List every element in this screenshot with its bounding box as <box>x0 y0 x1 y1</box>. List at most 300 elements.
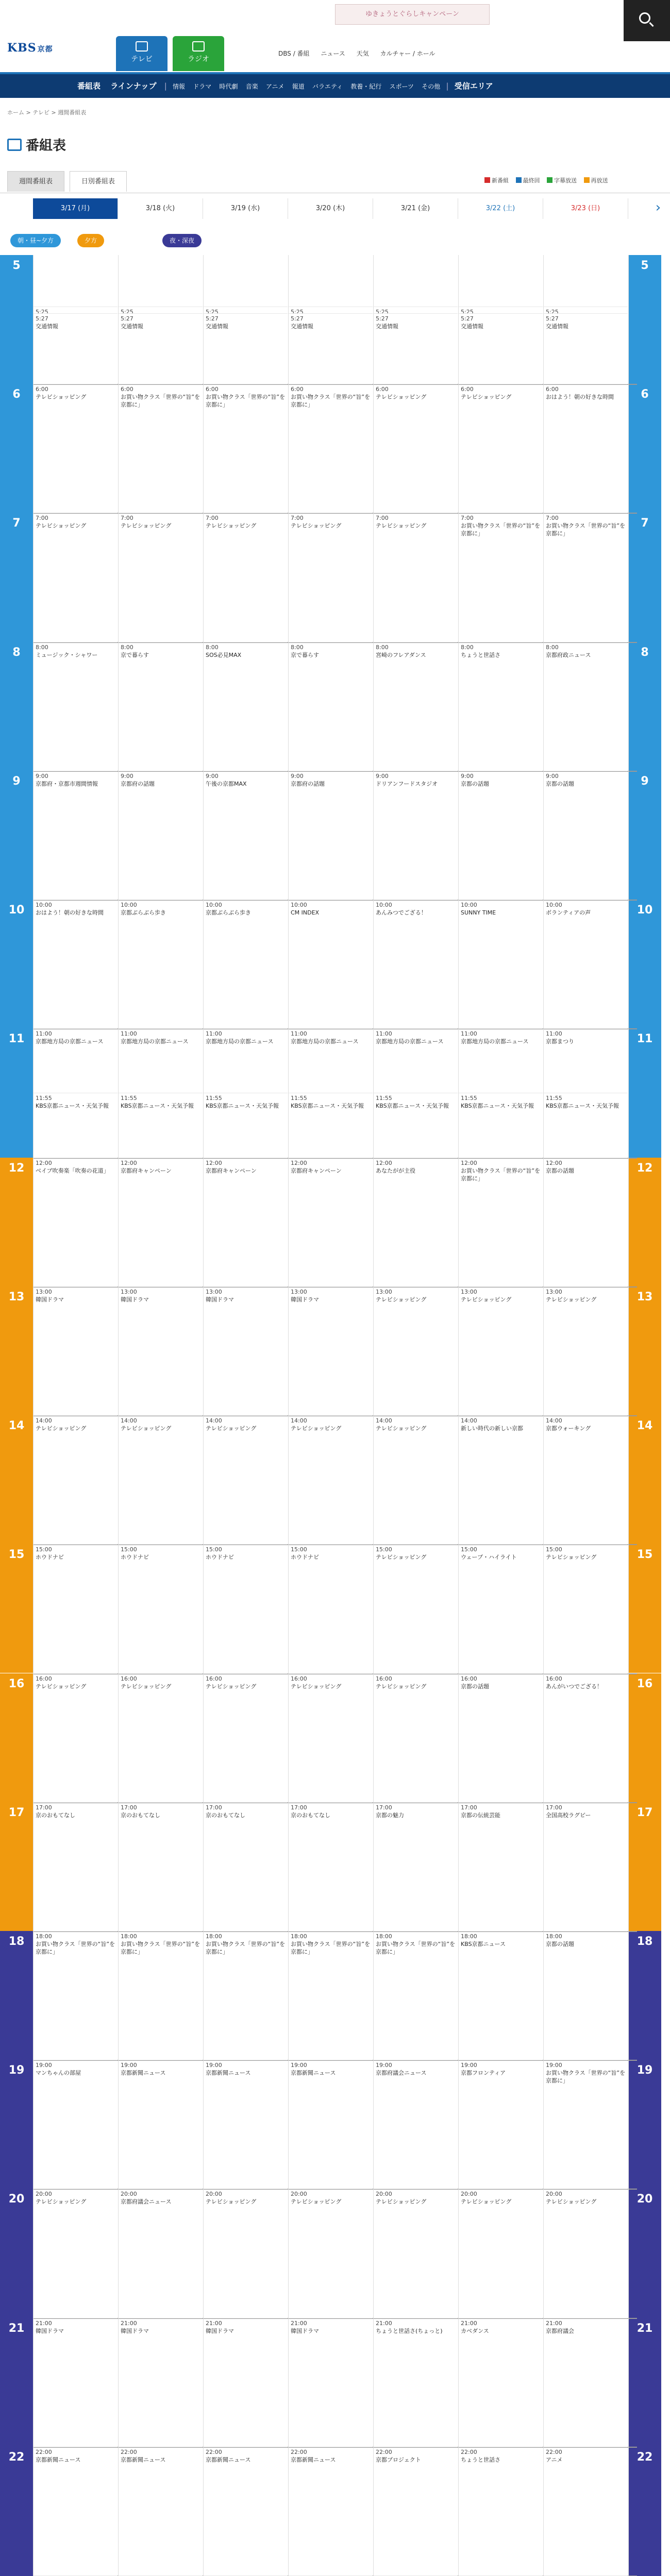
program-time: 11:55 <box>546 1095 562 1102</box>
program-cell[interactable] <box>119 1931 203 2060</box>
program-cell[interactable] <box>204 1415 288 1544</box>
program-cell[interactable] <box>119 1028 203 1093</box>
program-cell[interactable] <box>374 1544 458 1673</box>
program-time: 13:00 <box>206 1288 222 1295</box>
program-cell[interactable] <box>544 2318 628 2447</box>
program-title: 京都府の話題 <box>291 780 325 787</box>
program-time: 5:25 <box>546 309 559 315</box>
program-time: 14:00 <box>36 1417 52 1425</box>
program-cell[interactable] <box>289 384 373 513</box>
legend-swatch <box>484 177 490 183</box>
program-cell[interactable] <box>459 1415 543 1544</box>
program-cell[interactable] <box>289 642 373 771</box>
program-time: 9:00 <box>546 772 559 779</box>
program-time: 15:00 <box>206 1546 222 1553</box>
hour-number: 20 <box>636 2193 653 2206</box>
program-title: 京都地方局の京都ニュース <box>121 1038 189 1045</box>
day-tab[interactable]: 3/20 (木) <box>288 198 373 219</box>
program-cell[interactable] <box>459 1286 543 1415</box>
day-tab[interactable]: 3/18 (火) <box>118 198 203 219</box>
program-time: 11:55 <box>206 1095 222 1102</box>
hour-label <box>628 1802 661 1931</box>
program-cell[interactable] <box>374 313 458 384</box>
program-cell[interactable] <box>289 1673 373 1802</box>
program-title: 京都新聞ニュース <box>291 2070 336 2077</box>
program-cell[interactable] <box>204 384 288 513</box>
program-time: 18:00 <box>546 1933 562 1940</box>
program-cell[interactable] <box>34 1028 118 1093</box>
program-title: 京都まつり <box>546 1038 574 1045</box>
program-cell[interactable] <box>34 642 118 771</box>
program-cell[interactable] <box>374 2060 458 2189</box>
program-cell[interactable] <box>34 1415 118 1544</box>
top-link[interactable]: カルチャー / ホール <box>380 50 435 57</box>
program-cell[interactable] <box>459 1544 543 1673</box>
program-time: 5:27 <box>206 315 219 322</box>
hour-label <box>0 1286 33 1415</box>
day-divider <box>628 255 629 2576</box>
program-title: あんがいつでござる！ <box>546 1683 602 1690</box>
program-cell[interactable] <box>459 384 543 513</box>
program-cell[interactable] <box>34 1673 118 1802</box>
program-title: 京都府キャンペーン <box>121 1167 172 1174</box>
program-cell[interactable] <box>289 1544 373 1673</box>
day-tab[interactable]: 3/21 (金) <box>373 198 458 219</box>
program-time: 7:00 <box>206 515 219 522</box>
program-time: 10:00 <box>206 902 222 909</box>
program-time: 17:00 <box>121 1804 137 1811</box>
program-time: 8:00 <box>546 643 559 651</box>
program-cell[interactable] <box>544 1415 628 1544</box>
program-cell[interactable] <box>544 1093 628 1157</box>
program-cell[interactable] <box>119 1544 203 1673</box>
program-time: 15:00 <box>461 1546 477 1553</box>
program-time: 19:00 <box>546 2062 562 2069</box>
hour-label <box>628 1415 661 1544</box>
program-title: テレビショッピング <box>546 1554 597 1561</box>
program-cell[interactable] <box>374 1286 458 1415</box>
program-time: 21:00 <box>206 2319 222 2327</box>
program-title: テレビショッピング <box>36 1425 87 1432</box>
tab-weekly[interactable]: 週間番組表 <box>7 171 64 192</box>
hour-number: 8 <box>641 646 649 659</box>
program-time: 9:00 <box>291 772 304 779</box>
tab-daily[interactable]: 日別番組表 <box>70 171 127 192</box>
program-time: 13:00 <box>121 1288 137 1295</box>
program-title: 京で暮らす <box>291 651 319 658</box>
program-cell[interactable] <box>289 2189 373 2317</box>
program-title: 京都府キャンペーン <box>291 1167 342 1174</box>
program-time: 19:00 <box>291 2062 307 2069</box>
period-morning-button[interactable]: 朝・昼~夕方 <box>10 234 61 247</box>
site-logo[interactable]: KBS 京都 <box>7 41 53 55</box>
program-cell[interactable] <box>374 1415 458 1544</box>
program-cell[interactable] <box>119 313 203 384</box>
program-cell[interactable] <box>34 900 118 1028</box>
program-cell[interactable] <box>544 313 628 384</box>
hour-number: 13 <box>8 1290 25 1303</box>
program-cell[interactable] <box>119 1415 203 1544</box>
program-time: 16:00 <box>376 1675 392 1682</box>
program-time: 21:00 <box>291 2319 307 2327</box>
program-cell[interactable] <box>459 1158 543 1286</box>
program-cell[interactable] <box>459 1028 543 1093</box>
program-cell[interactable] <box>204 1286 288 1415</box>
day-tab[interactable]: 3/17 (月) <box>33 198 118 219</box>
program-title: ホウドナビ <box>291 1554 319 1561</box>
nav-category[interactable]: 時代劇 <box>219 83 238 90</box>
program-time: 5:25 <box>206 309 219 315</box>
hour-label <box>0 771 33 900</box>
day-tab[interactable]: 3/22 (土) <box>458 198 543 219</box>
program-title: 京都ぶらぶら歩き <box>206 909 251 917</box>
program-time: 19:00 <box>121 2062 137 2069</box>
program-time: 12:00 <box>461 1159 477 1166</box>
program-cell[interactable] <box>119 1802 203 1931</box>
program-title: テレビショッピング <box>376 2198 427 2206</box>
hour-label <box>0 1544 33 1673</box>
program-cell[interactable] <box>289 771 373 900</box>
program-cell[interactable] <box>204 2318 288 2447</box>
program-title: 京都地方局の京都ニュース <box>461 1038 529 1045</box>
program-cell[interactable] <box>204 1093 288 1157</box>
program-cell[interactable] <box>204 2189 288 2317</box>
top-link[interactable]: DBS / 番組 <box>278 50 310 57</box>
hour-number: 7 <box>12 517 21 530</box>
nav-category[interactable]: その他 <box>422 83 441 90</box>
program-cell[interactable] <box>34 2318 118 2447</box>
program-cell[interactable] <box>289 900 373 1028</box>
program-cell[interactable] <box>34 1286 118 1415</box>
program-time: 6:00 <box>121 386 133 393</box>
program-cell[interactable] <box>289 513 373 641</box>
program-time: 20:00 <box>546 2191 562 2198</box>
program-title: テレビショッピング <box>36 1683 87 1690</box>
program-cell[interactable] <box>289 313 373 384</box>
program-title: お買い物クラス「世界の“旨”を京都に」 <box>291 394 371 409</box>
ad-banner[interactable]: ゆきょうとぐらしキャンペーン <box>335 4 490 25</box>
program-time: 10:00 <box>291 902 307 909</box>
nav-lineup[interactable]: ラインナップ <box>110 81 157 91</box>
program-time: 11:00 <box>121 1030 137 1038</box>
program-cell[interactable] <box>34 1544 118 1673</box>
program-cell[interactable] <box>374 1028 458 1093</box>
program-cell[interactable] <box>544 1286 628 1415</box>
program-cell[interactable] <box>119 2447 203 2575</box>
view-tabs <box>7 171 130 192</box>
program-title: 京都ウォーキング <box>546 1425 591 1432</box>
program-time: 16:00 <box>206 1675 222 1682</box>
program-cell[interactable] <box>374 2318 458 2447</box>
program-time: 5:25 <box>291 309 304 315</box>
program-time: 8:00 <box>121 643 133 651</box>
program-cell[interactable] <box>374 1158 458 1286</box>
program-time: 8:00 <box>376 643 389 651</box>
program-cell[interactable] <box>34 513 118 641</box>
nav-category[interactable]: 音楽 <box>245 83 258 90</box>
hour-number: 15 <box>636 1548 653 1562</box>
program-cell[interactable] <box>289 1802 373 1931</box>
program-cell[interactable] <box>119 2060 203 2189</box>
program-title: 韓国ドラマ <box>36 1296 64 1303</box>
hour-label <box>628 2060 661 2189</box>
program-cell[interactable] <box>544 900 628 1028</box>
top-link[interactable]: ニュース <box>321 50 345 57</box>
hour-label <box>0 2189 33 2317</box>
program-time: 22:00 <box>206 2448 222 2455</box>
program-cell[interactable] <box>34 771 118 900</box>
program-time: 6:00 <box>291 386 304 393</box>
hour-number: 10 <box>636 904 653 917</box>
schedule-grid <box>0 255 670 2576</box>
nav-category[interactable]: スポーツ <box>389 83 414 90</box>
program-cell[interactable] <box>119 2318 203 2447</box>
program-title: 宮崎のフレアダンス <box>376 651 426 658</box>
program-cell[interactable] <box>374 1931 458 2060</box>
program-title: ウェーブ・ハイライト <box>461 1554 517 1561</box>
program-cell[interactable] <box>204 2060 288 2189</box>
program-cell[interactable] <box>289 1158 373 1286</box>
program-cell[interactable] <box>374 1093 458 1157</box>
program-title: 京都府キャンペーン <box>206 1167 257 1174</box>
program-cell[interactable] <box>289 2318 373 2447</box>
program-cell[interactable] <box>459 2189 543 2317</box>
program-title: 京都の話題 <box>461 1683 489 1690</box>
program-cell[interactable] <box>119 771 203 900</box>
program-cell[interactable] <box>374 384 458 513</box>
program-time: 5:27 <box>291 315 304 322</box>
program-title: ボランティアの声 <box>546 909 591 917</box>
program-title: テレビショッピング <box>291 522 342 530</box>
program-cell[interactable] <box>34 384 118 448</box>
program-time: 10:00 <box>121 902 137 909</box>
program-title: マンちゃんの部屋 <box>36 2070 81 2077</box>
hour-number: 21 <box>636 2321 653 2335</box>
program-cell[interactable] <box>459 771 543 900</box>
program-time: 9:00 <box>36 772 48 779</box>
program-title: テレビショッピング <box>376 394 427 401</box>
program-title: お買い物クラス「世界の“旨”を京都に」 <box>291 1940 371 1955</box>
program-cell[interactable] <box>34 1158 118 1286</box>
program-cell[interactable] <box>119 900 203 1028</box>
nav-category[interactable]: バラエティ <box>312 83 343 90</box>
program-cell[interactable] <box>374 642 458 771</box>
program-cell[interactable] <box>119 384 203 513</box>
program-cell[interactable] <box>544 1158 628 1286</box>
program-cell[interactable] <box>289 1286 373 1415</box>
program-time: 10:00 <box>36 902 52 909</box>
period-evening-button[interactable]: 夕方 <box>77 234 104 247</box>
program-time: 12:00 <box>376 1159 392 1166</box>
program-cell[interactable] <box>204 1158 288 1286</box>
program-cell[interactable] <box>204 1028 288 1093</box>
program-cell[interactable] <box>544 642 628 771</box>
program-cell[interactable] <box>204 1931 288 2060</box>
program-cell[interactable] <box>289 2060 373 2189</box>
program-cell[interactable] <box>34 2189 118 2317</box>
program-cell[interactable] <box>544 2060 628 2189</box>
program-cell[interactable] <box>459 1802 543 1931</box>
program-cell[interactable] <box>544 2447 628 2575</box>
top-link[interactable]: 天気 <box>356 50 369 57</box>
hour-number: 12 <box>8 1161 25 1175</box>
search-icon <box>639 12 650 24</box>
program-cell[interactable] <box>459 1931 543 2060</box>
legend-item: 再放送 <box>584 176 608 184</box>
day-selector <box>0 193 670 227</box>
program-title: 韓国ドラマ <box>36 2327 64 2334</box>
hour-label <box>0 1673 33 1802</box>
program-cell[interactable] <box>374 513 458 641</box>
nav-category[interactable]: 報道 <box>292 83 305 90</box>
program-cell[interactable] <box>459 900 543 1028</box>
program-title: 交通情報 <box>121 323 143 330</box>
program-title: 京都新聞ニュース <box>36 2456 81 2463</box>
program-time: 22:00 <box>461 2448 477 2455</box>
hour-label <box>0 255 33 384</box>
program-cell[interactable] <box>289 1415 373 1544</box>
search-button[interactable] <box>624 0 670 41</box>
program-cell[interactable] <box>119 642 203 771</box>
program-cell[interactable] <box>34 1802 118 1931</box>
program-cell[interactable] <box>459 2060 543 2189</box>
program-title: KBS京都ニュース <box>461 1940 506 1947</box>
program-cell[interactable] <box>204 1673 288 1802</box>
program-cell[interactable] <box>289 2447 373 2575</box>
program-title: 京都府政ニュース <box>546 651 591 658</box>
nav-schedule[interactable]: 番組表 <box>77 81 101 91</box>
program-title: テレビショッピング <box>206 1425 257 1432</box>
program-title: 京都地方局の京都ニュース <box>206 1038 274 1045</box>
program-cell[interactable] <box>544 1028 628 1093</box>
program-cell[interactable] <box>374 2447 458 2575</box>
hour-number: 20 <box>8 2193 25 2206</box>
program-time: 7:00 <box>546 515 559 522</box>
program-cell[interactable] <box>34 1931 118 2060</box>
program-cell[interactable] <box>459 1673 543 1802</box>
program-cell[interactable] <box>119 1158 203 1286</box>
program-cell[interactable] <box>374 2189 458 2317</box>
program-cell[interactable] <box>544 1931 628 2060</box>
program-cell[interactable] <box>544 2189 628 2317</box>
nav-category[interactable]: 情報 <box>173 83 186 90</box>
hour-number: 16 <box>8 1677 25 1690</box>
program-cell[interactable] <box>34 313 118 384</box>
program-cell[interactable] <box>204 1544 288 1673</box>
program-cell[interactable] <box>459 2447 543 2575</box>
hour-label <box>628 771 661 900</box>
nav-category[interactable]: 教養・紀行 <box>350 83 382 90</box>
program-title: 京都府議会 <box>546 2327 574 2334</box>
program-title: お買い物クラス「世界の“旨”を京都に」 <box>206 394 286 409</box>
program-cell[interactable] <box>119 1286 203 1415</box>
nav-category[interactable]: アニメ <box>266 83 284 90</box>
program-cell[interactable] <box>119 1093 203 1157</box>
program-title: 韓国ドラマ <box>206 1296 234 1303</box>
hour-label <box>628 255 661 384</box>
program-cell[interactable] <box>544 1802 628 1931</box>
program-cell[interactable] <box>289 1028 373 1093</box>
program-cell[interactable] <box>459 2318 543 2447</box>
program-cell[interactable] <box>204 313 288 384</box>
next-week-arrow[interactable]: › <box>655 200 661 215</box>
program-time: 12:00 <box>291 1159 307 1166</box>
program-cell[interactable] <box>289 1093 373 1157</box>
program-cell[interactable] <box>544 384 628 513</box>
program-cell[interactable] <box>204 900 288 1028</box>
program-cell[interactable] <box>544 771 628 900</box>
program-title: 全国高校ラグビー <box>546 1811 591 1819</box>
program-cell[interactable] <box>204 642 288 771</box>
period-night-button[interactable]: 夜・深夜 <box>162 234 202 247</box>
program-title: テレビショッピング <box>546 2198 597 2206</box>
program-cell[interactable] <box>459 313 543 384</box>
program-cell[interactable] <box>34 2060 118 2189</box>
hour-number: 10 <box>8 904 25 917</box>
program-title: お買い物クラス「世界の“旨”を京都に」 <box>546 2070 626 2084</box>
program-title: ホウドナビ <box>121 1554 149 1561</box>
program-title: テレビショッピング <box>376 1296 427 1303</box>
program-time: 12:00 <box>206 1159 222 1166</box>
program-cell[interactable] <box>374 900 458 1028</box>
program-cell[interactable] <box>544 1544 628 1673</box>
program-cell[interactable] <box>34 1093 118 1157</box>
hour-number: 7 <box>641 517 649 530</box>
program-cell[interactable] <box>289 1931 373 2060</box>
program-time: 21:00 <box>121 2319 137 2327</box>
program-time: 20:00 <box>121 2191 137 2198</box>
program-cell[interactable] <box>374 1673 458 1802</box>
program-cell[interactable] <box>34 2447 118 2575</box>
program-cell[interactable] <box>204 513 288 641</box>
legend-swatch <box>516 177 522 183</box>
hour-label <box>0 513 33 641</box>
nav-area[interactable]: 受信エリア <box>454 81 493 91</box>
program-time: 22:00 <box>291 2448 307 2455</box>
program-cell[interactable] <box>119 513 203 641</box>
program-cell[interactable] <box>204 1802 288 1931</box>
program-cell[interactable] <box>374 1802 458 1931</box>
hour-label <box>0 2318 33 2447</box>
program-cell[interactable] <box>204 2447 288 2575</box>
program-title: おはよう！朝の好きな時間 <box>546 394 614 401</box>
day-tab[interactable]: 3/19 (水) <box>203 198 288 219</box>
tab-tv[interactable]: テレビ <box>116 36 167 71</box>
program-cell[interactable] <box>204 771 288 900</box>
program-cell[interactable] <box>544 513 628 641</box>
program-title: ドリアンフードスタジオ <box>376 780 438 787</box>
program-cell[interactable] <box>459 1093 543 1157</box>
day-tab[interactable]: 3/23 (日) <box>543 198 628 219</box>
tab-radio[interactable]: ラジオ <box>173 36 224 71</box>
program-cell[interactable] <box>119 2189 203 2317</box>
program-cell[interactable] <box>544 1673 628 1802</box>
program-time: 16:00 <box>546 1675 562 1682</box>
program-time: 7:00 <box>376 515 389 522</box>
program-time: 17:00 <box>36 1804 52 1811</box>
program-cell[interactable] <box>459 642 543 771</box>
program-time: 15:00 <box>376 1546 392 1553</box>
program-title: テレビショッピング <box>36 522 87 530</box>
program-title: 京都新聞ニュース <box>206 2070 251 2077</box>
program-cell[interactable] <box>119 1673 203 1802</box>
program-time: 5:27 <box>36 315 48 322</box>
program-cell[interactable] <box>374 771 458 900</box>
program-time: 8:00 <box>36 643 48 651</box>
nav-category[interactable]: ドラマ <box>193 83 212 90</box>
hour-number: 14 <box>8 1419 25 1433</box>
program-cell[interactable] <box>459 513 543 641</box>
